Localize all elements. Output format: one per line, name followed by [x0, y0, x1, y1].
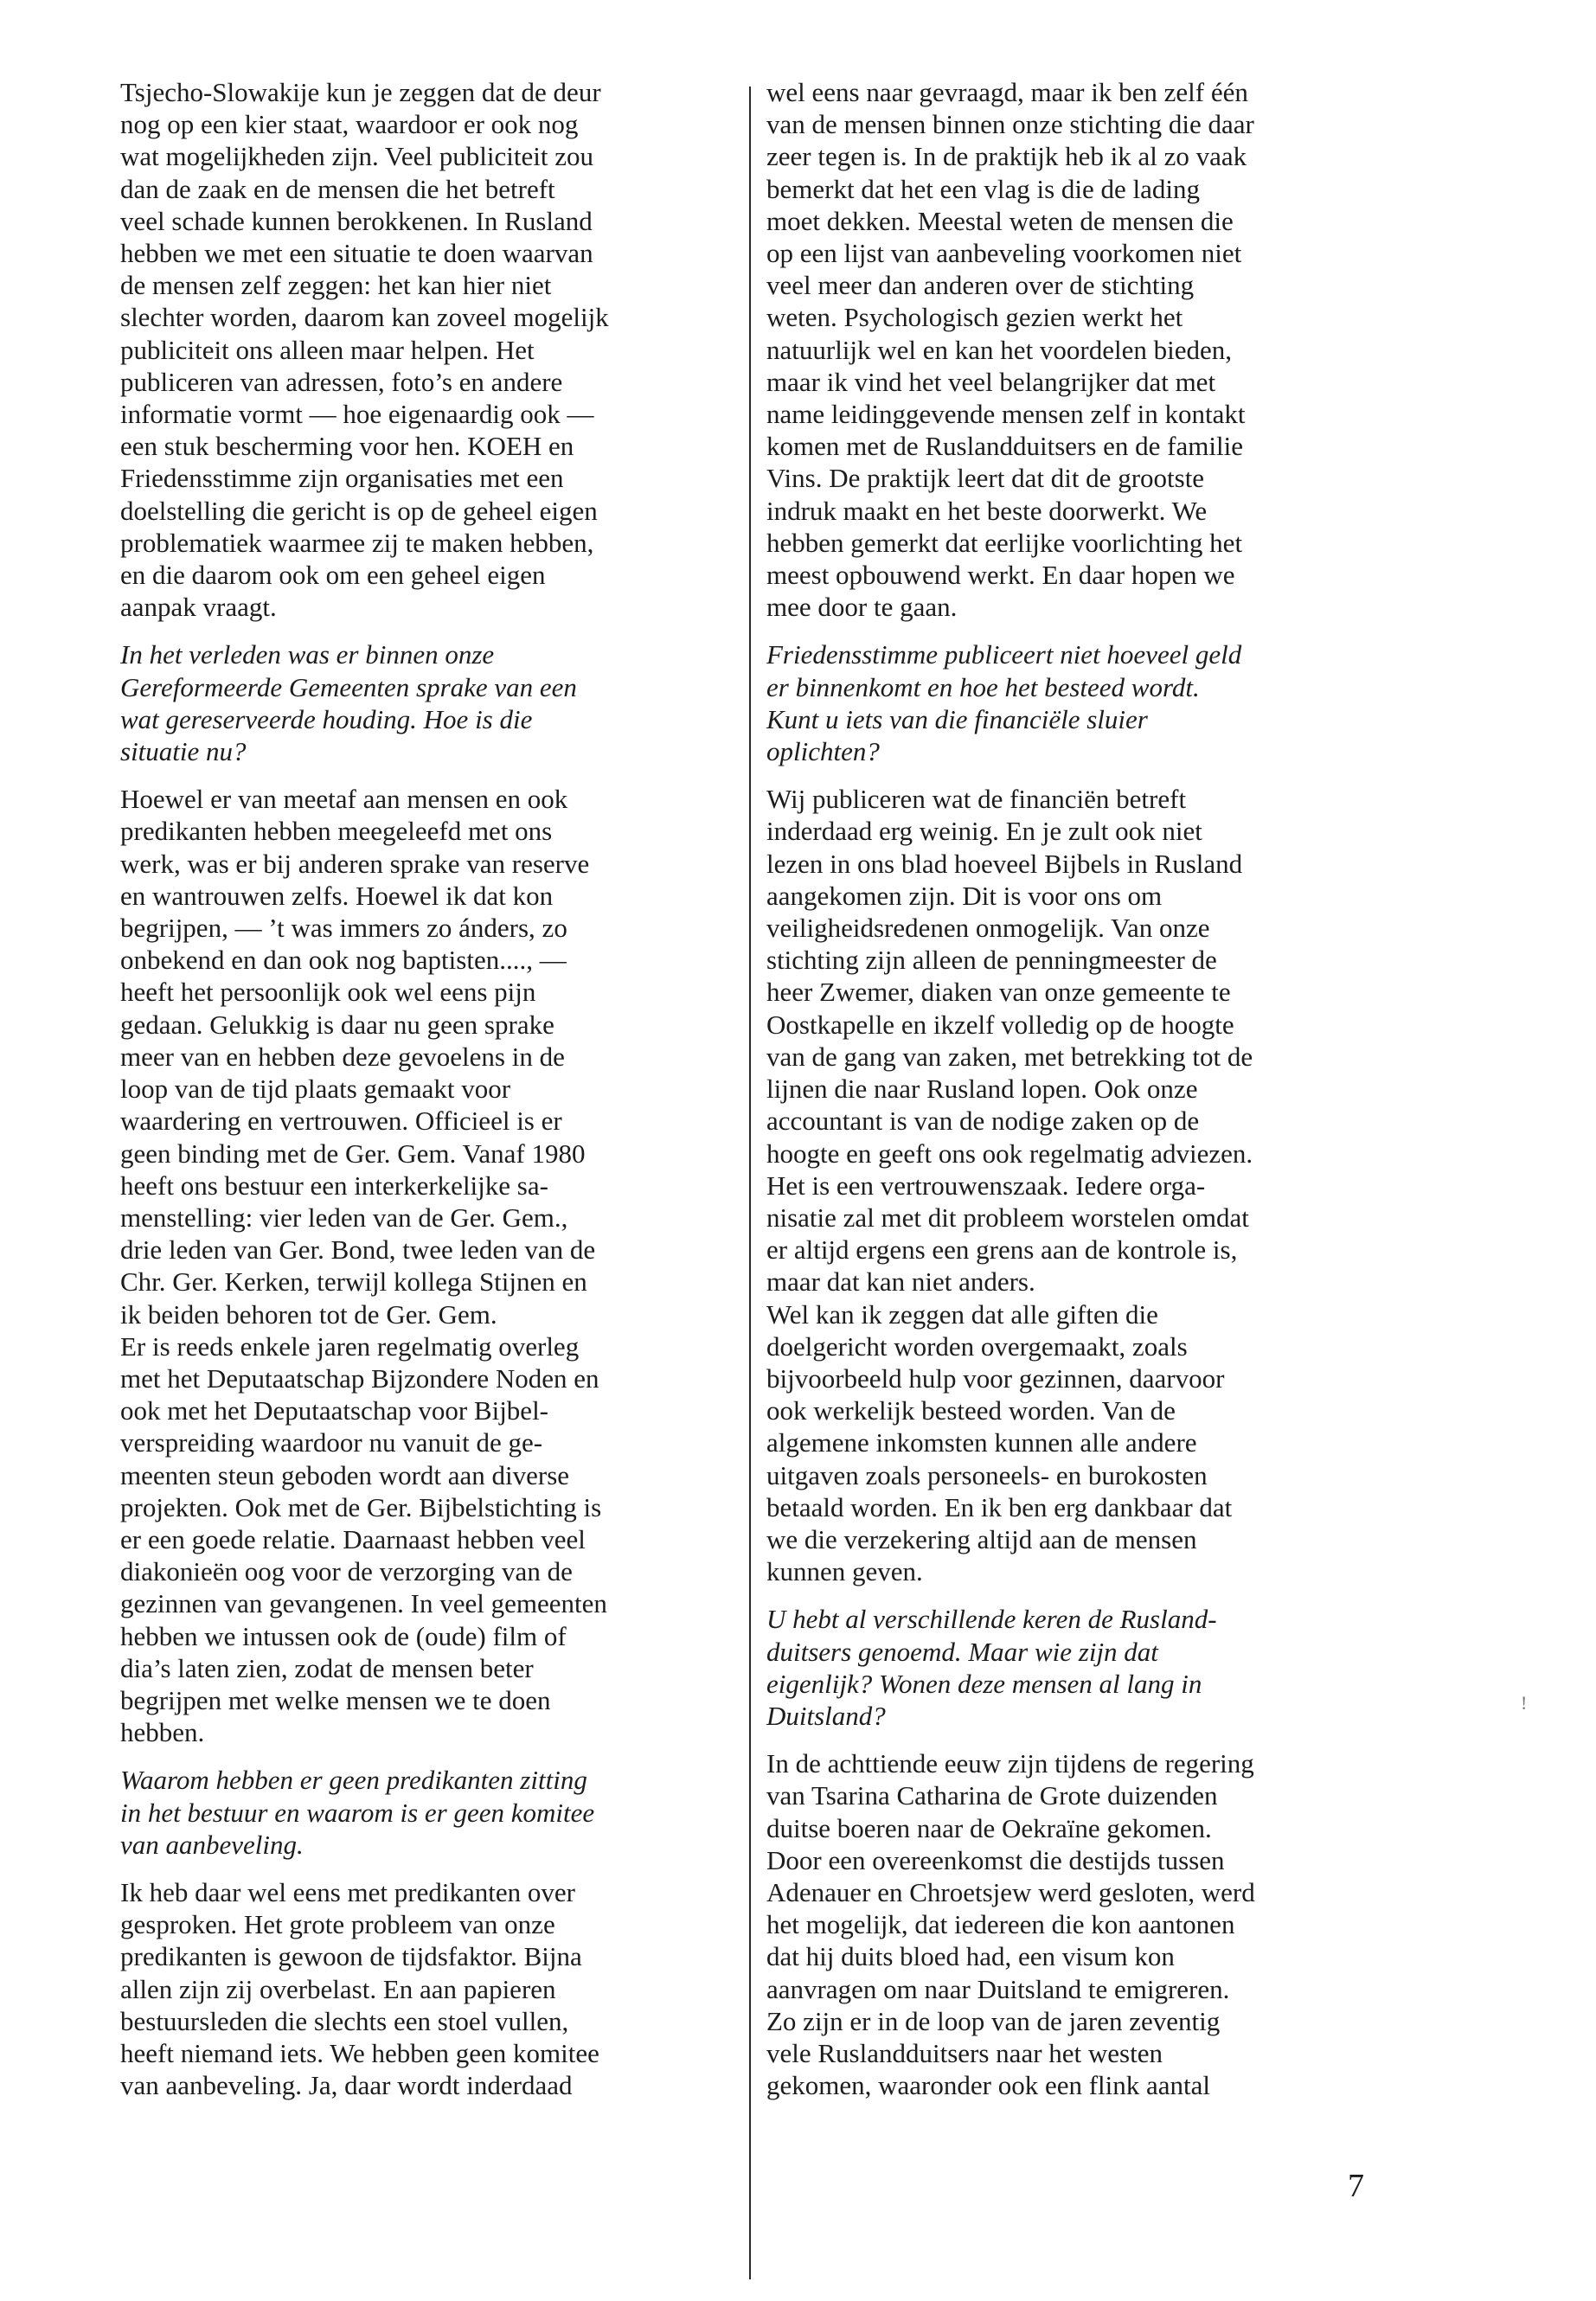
text-line: verspreiding waardoor nu vanuit de ge-: [120, 1427, 543, 1458]
text-line: gedaan. Gelukkig is daar nu geen sprake: [120, 1009, 554, 1040]
text-line: allen zijn zij overbelast. En aan papieren: [120, 1973, 556, 2004]
text-line: stichting zijn alleen de penningmeester de: [766, 945, 1217, 976]
text-line: mee door te gaan.: [766, 592, 958, 623]
text-line: dia’s laten zien, zodat de mensen beter: [120, 1652, 534, 1683]
text-line: wel eens naar gevraagd, maar ik ben zelf één: [766, 77, 1248, 107]
interview-question: [120, 638, 730, 767]
text-line: bestuursleden die slechts een stoel vullen,: [120, 2005, 569, 2036]
text-line: dat hij duits bloed had, een visum kon: [766, 1941, 1175, 1972]
text-line: Vins. De praktijk leert dat dit de grootste: [766, 463, 1205, 494]
text-line: eigenlijk? Wonen deze mensen al lang in: [766, 1668, 1202, 1699]
text-line: bijvoorbeeld hulp voor gezinnen, daarvoor: [766, 1362, 1225, 1394]
text-line: nog op een kier staat, waardoor er ook nog: [120, 109, 579, 140]
text-line: publiceren van adressen, foto’s en andere: [120, 366, 563, 397]
text-line: dan de zaak en de mensen die het betreft: [120, 173, 555, 204]
text-line: hebben we intussen ook de (oude) film of: [120, 1620, 567, 1651]
text-line: predikanten is gewoon de tijdsfaktor. Bijna: [120, 1941, 582, 1972]
text-line: drie leden van Ger. Bond, twee leden van de: [120, 1234, 596, 1266]
text-line: wat gereserveerde houding. Hoe is die: [120, 703, 533, 734]
text-line: begrijpen, — ’t was immers zo ánders, zo: [120, 913, 567, 944]
text-line: werk, was er bij anderen sprake van reserve: [120, 848, 590, 879]
text-line: heeft het persoonlijk ook wel eens pijn: [120, 977, 536, 1008]
text-line: ook met het Deputaatschap voor Bijbel-: [120, 1395, 549, 1426]
text-line: aangekomen zijn. Dit is voor ons om: [766, 880, 1163, 911]
text-line: er binnenkomt en hoe het besteed wordt.: [766, 671, 1200, 702]
text-line: Oostkapelle en ikzelf volledig op de hoogte: [766, 1009, 1234, 1040]
text-line: Wel kan ik zeggen dat alle giften die: [766, 1298, 1158, 1330]
text-line: hebben.: [120, 1717, 205, 1748]
text-line: onbekend en dan ook nog baptisten...., —: [120, 945, 567, 976]
text-line: Kunt u iets van die financiële sluier: [766, 703, 1148, 734]
text-line: bemerkt dat het een vlag is die de lading: [766, 173, 1200, 204]
text-line: veel schade kunnen berokkenen. In Rusland: [120, 205, 593, 236]
text-line: diakonieën oog voor de verzorging van de: [120, 1556, 573, 1587]
text-line: gekomen, waaronder ook een flink aantal: [766, 2070, 1211, 2101]
text-line: duitsers genoemd. Maar wie zijn dat: [766, 1636, 1158, 1667]
text-line: betaald worden. En ik ben erg dankbaar dat: [766, 1491, 1233, 1522]
text-line: inderdaad erg weinig. En je zult ook niet: [766, 816, 1202, 847]
text-line: de mensen zelf zeggen: het kan hier niet: [120, 270, 552, 301]
text-line: heeft ons bestuur een interkerkelijke sa-: [120, 1170, 548, 1201]
text-line: er altijd ergens een grens aan de kontrole is,: [766, 1234, 1238, 1266]
paragraph: [766, 1298, 1382, 1588]
text-line: In het verleden was er binnen onze: [120, 639, 495, 670]
text-line: informatie vormt — hoe eigenaardig ook —: [120, 399, 594, 430]
right-column: [766, 76, 1382, 2101]
text-line: veiligheidsredenen onmogelijk. Van onze: [766, 913, 1210, 944]
text-line: meenten steun geboden wordt aan diverse: [120, 1459, 570, 1490]
text-line: hebben we met een situatie te doen waarvan: [120, 238, 593, 269]
text-line: in het bestuur en waarom is er geen komitee: [120, 1797, 595, 1828]
text-line: op een lijst van aanbeveling voorkomen niet: [766, 238, 1242, 269]
stray-mark: !: [1521, 1692, 1528, 1714]
text-line: veel meer dan anderen over de stichting: [766, 270, 1195, 301]
text-line: hebben gemerkt dat eerlijke voorlichting het: [766, 527, 1243, 558]
paragraph: [766, 76, 1382, 623]
text-line: maar ik vind het veel belangrijker dat met: [766, 366, 1216, 397]
text-line: wat mogelijkheden zijn. Veel publiciteit zou: [120, 141, 593, 172]
text-line: weten. Psychologisch gezien werkt het: [766, 302, 1183, 333]
text-line: gesproken. Het grote probleem van onze: [120, 1909, 555, 1940]
text-line: projekten. Ook met de Ger. Bijbelstichting is: [120, 1491, 602, 1522]
paragraph: [120, 783, 730, 1330]
text-line: name leidinggevende mensen zelf in kontakt: [766, 399, 1246, 430]
text-line: uitgaven zoals personeels- en burokosten: [766, 1459, 1208, 1490]
text-line: menstelling: vier leden van de Ger. Gem.,: [120, 1202, 568, 1233]
text-line: Adenauer en Chroetsjew werd gesloten, werd: [766, 1876, 1255, 1907]
paragraph: [766, 1747, 1382, 2101]
text-line: met het Deputaatschap Bijzondere Noden en: [120, 1362, 599, 1394]
text-line: moet dekken. Meestal weten de mensen die: [766, 205, 1234, 236]
text-line: ik beiden behoren tot de Ger. Gem.: [120, 1298, 497, 1330]
text-line: doelstelling die gericht is op de geheel eigen: [120, 495, 598, 526]
text-line: doelgericht worden overgemaakt, zoals: [766, 1330, 1188, 1362]
text-line: duitse boeren naar de Oekraïne gekomen.: [766, 1812, 1212, 1843]
text-line: indruk maakt en het beste doorwerkt. We: [766, 495, 1208, 526]
text-line: maar dat kan niet anders.: [766, 1266, 1035, 1298]
text-line: Ik heb daar wel eens met predikanten over: [120, 1876, 575, 1907]
text-line: predikanten hebben meegeleefd met ons: [120, 816, 553, 847]
text-line: meer van en hebben deze gevoelens in de: [120, 1041, 565, 1072]
text-line: Gereformeerde Gemeenten sprake van een: [120, 671, 577, 702]
interview-question: [766, 1603, 1382, 1732]
paragraph: [120, 76, 730, 623]
text-line: heeft niemand iets. We hebben geen komitee: [120, 2037, 599, 2068]
text-line: en die daarom ook om een geheel eigen: [120, 560, 546, 591]
text-line: accountant is van de nodige zaken op de: [766, 1106, 1200, 1137]
text-line: Duitsland?: [766, 1700, 886, 1731]
text-line: Zo zijn er in de loop van de jaren zeventig: [766, 2005, 1221, 2036]
text-line: het mogelijk, dat iedereen die kon aantonen: [766, 1909, 1235, 1940]
text-line: loop van de tijd plaats gemaakt voor: [120, 1074, 511, 1105]
text-line: geen binding met de Ger. Gem. Vanaf 1980: [120, 1138, 586, 1169]
text-line: Het is een vertrouwenszaak. Iedere orga-: [766, 1170, 1206, 1201]
text-line: ook werkelijk besteed worden. Van de: [766, 1395, 1176, 1426]
text-line: heer Zwemer, diaken van onze gemeente te: [766, 977, 1231, 1008]
text-line: van de mensen binnen onze stichting die daar: [766, 109, 1254, 140]
text-line: meest opbouwend werkt. En daar hopen we: [766, 560, 1235, 591]
left-column: [120, 76, 730, 2101]
page-number: 7: [1348, 2168, 1364, 2204]
text-line: Er is reeds enkele jaren regelmatig overleg: [120, 1330, 580, 1362]
interview-question: [766, 638, 1382, 767]
text-line: zeer tegen is. In de praktijk heb ik al zo vaak: [766, 141, 1247, 172]
text-line: Tsjecho-Slowakije kun je zeggen dat de deur: [120, 77, 601, 107]
text-line: nisatie zal met dit probleem worstelen omdat: [766, 1202, 1249, 1233]
text-line: komen met de Ruslandduitsers en de familie: [766, 431, 1243, 462]
text-line: Door een overeenkomst die destijds tussen: [766, 1844, 1225, 1875]
text-line: U hebt al verschillende keren de Rusland-: [766, 1604, 1217, 1635]
text-line: algemene inkomsten kunnen alle andere: [766, 1427, 1197, 1458]
text-line: van aanbeveling. Ja, daar wordt inderdaad: [120, 2070, 573, 2101]
text-line: In de achttiende eeuw zijn tijdens de regering: [766, 1748, 1254, 1779]
text-line: begrijpen met welke mensen we te doen: [120, 1684, 551, 1715]
text-line: van aanbeveling.: [120, 1829, 304, 1860]
text-line: Wij publiceren wat de financiën betreft: [766, 784, 1187, 815]
paragraph: [120, 1330, 730, 1749]
text-line: situatie nu?: [120, 736, 247, 767]
text-line: oplichten?: [766, 736, 880, 767]
text-line: lijnen die naar Rusland lopen. Ook onze: [766, 1074, 1198, 1105]
text-line: en wantrouwen zelfs. Hoewel ik dat kon: [120, 880, 554, 911]
text-line: gezinnen van gevangenen. In veel gemeenten: [120, 1588, 607, 1619]
text-line: Chr. Ger. Kerken, terwijl kollega Stijnen en: [120, 1266, 587, 1298]
text-line: aanpak vraagt.: [120, 592, 277, 623]
text-line: er een goede relatie. Daarnaast hebben veel: [120, 1523, 586, 1554]
paragraph: [120, 1876, 730, 2101]
text-line: kunnen geven.: [766, 1556, 923, 1587]
text-line: een stuk bescherming voor hen. KOEH en: [120, 431, 574, 462]
text-line: Friedensstimme publiceert niet hoeveel geld: [766, 639, 1242, 670]
text-line: publiciteit ons alleen maar helpen. Het: [120, 334, 535, 365]
text-line: hoogte en geeft ons ook regelmatig adviezen.: [766, 1138, 1253, 1169]
text-line: problematiek waarmee zij te maken hebben,: [120, 527, 594, 558]
text-line: vele Ruslandduitsers naar het westen: [766, 2037, 1163, 2068]
text-line: aanvragen om naar Duitsland te emigreren.: [766, 1973, 1230, 2004]
text-line: waardering en vertrouwen. Officieel is er: [120, 1106, 562, 1137]
interview-question: [120, 1764, 730, 1861]
text-line: lezen in ons blad hoeveel Bijbels in Rusland: [766, 848, 1243, 879]
text-line: Waarom hebben er geen predikanten zitting: [120, 1765, 587, 1796]
text-line: van Tsarina Catharina de Grote duizenden: [766, 1780, 1218, 1811]
text-line: van de gang van zaken, met betrekking tot de: [766, 1041, 1253, 1072]
text-line: we die verzekering altijd aan de mensen: [766, 1523, 1197, 1554]
paragraph: [766, 783, 1382, 1298]
text-line: slechter worden, daarom kan zoveel mogelijk: [120, 302, 609, 333]
text-line: natuurlijk wel en kan het voordelen bieden,: [766, 334, 1233, 365]
text-line: Friedensstimme zijn organisaties met een: [120, 463, 564, 494]
column-divider: [749, 87, 751, 2279]
text-line: Hoewel er van meetaf aan mensen en ook: [120, 784, 568, 815]
